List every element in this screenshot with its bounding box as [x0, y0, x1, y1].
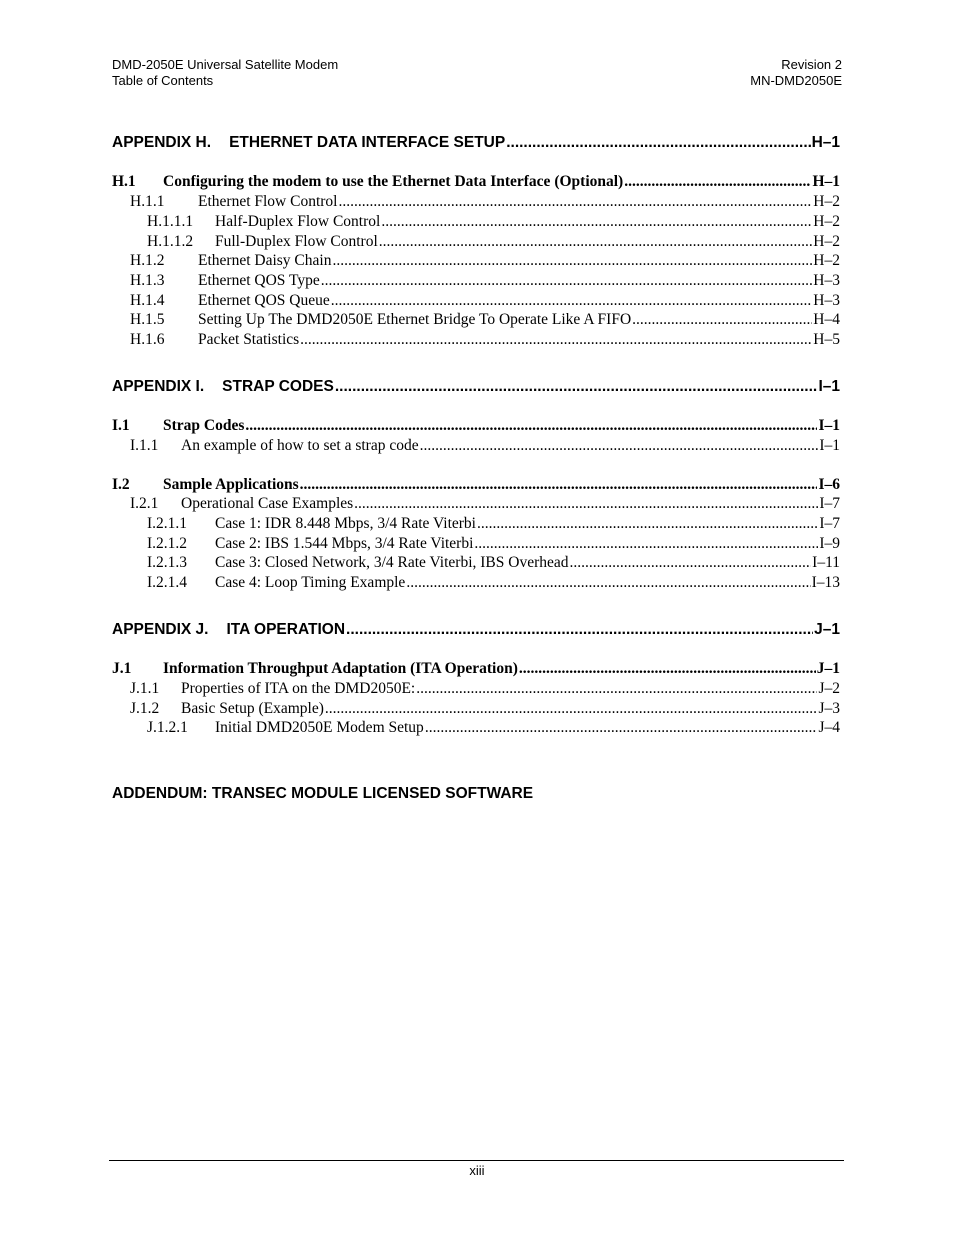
toc-leader	[570, 554, 812, 572]
toc-page: H–2	[813, 213, 840, 230]
toc-title: Ethernet Flow Control	[198, 193, 338, 210]
toc-number: APPENDIX I.	[112, 378, 205, 395]
toc-title: Half-Duplex Flow Control	[215, 213, 381, 230]
toc-entry-h1-6[interactable]	[130, 331, 840, 349]
toc-entry-i2-1[interactable]	[130, 495, 840, 513]
toc-title: Operational Case Examples	[181, 495, 354, 512]
toc-entry-appendix-h[interactable]	[112, 134, 840, 152]
toc-number: H.1.6	[130, 331, 165, 348]
toc-page: I–1	[818, 417, 840, 434]
toc-leader	[331, 292, 813, 310]
toc-leader	[425, 719, 818, 737]
toc-number: H.1.3	[130, 272, 165, 289]
toc-entry-appendix-i[interactable]	[112, 378, 840, 396]
toc-leader	[632, 311, 812, 329]
toc-entry-i2-1-3[interactable]	[147, 554, 840, 572]
toc-page: H–1	[811, 134, 840, 151]
toc-number: H.1.4	[130, 292, 165, 309]
toc-leader	[346, 621, 813, 639]
toc-entry-j1-2-1[interactable]	[147, 719, 840, 737]
toc-entry-h1-4[interactable]	[130, 292, 840, 310]
toc-title: Packet Statistics	[198, 331, 300, 348]
toc-entry-h1-5[interactable]	[130, 311, 840, 329]
toc-number: H.1.1	[130, 193, 165, 210]
toc-leader	[379, 233, 813, 251]
toc-title: Case 3: Closed Network, 3/4 Rate Viterbi, IBS Overhead	[215, 554, 569, 571]
toc-page: I–6	[818, 476, 840, 493]
toc-number: H.1.2	[130, 252, 165, 269]
toc-number: H.1	[112, 173, 136, 190]
page-number: xiii	[469, 1163, 485, 1178]
toc-entry-h1-3[interactable]	[130, 272, 840, 290]
toc-leader	[339, 193, 813, 211]
toc-entry-j1-2[interactable]	[130, 700, 840, 718]
toc-number: I.1.1	[130, 437, 159, 454]
toc-leader	[321, 272, 813, 290]
toc-page: J–4	[818, 719, 840, 736]
toc-title: ETHERNET DATA INTERFACE SETUP	[229, 134, 506, 151]
toc-leader	[506, 134, 810, 152]
toc-leader	[474, 535, 818, 553]
toc-title: Properties of ITA on the DMD2050E:	[181, 680, 416, 697]
toc-number: I.2.1.3	[147, 554, 188, 571]
toc-number: H.1.1.1	[147, 213, 194, 230]
toc-title: Ethernet QOS Type	[198, 272, 320, 289]
addendum-heading[interactable]: ADDENDUM: TRANSEC MODULE LICENSED SOFTWARE	[112, 785, 534, 802]
toc-title: Configuring the modem to use the Ethernet Data Interface (Optional)	[163, 173, 624, 190]
toc-leader	[335, 378, 818, 396]
toc-page: J–3	[818, 700, 840, 717]
toc-title: Setting Up The DMD2050E Ethernet Bridge To Operate Like A FIFO	[198, 311, 632, 328]
toc-page: J–1	[816, 660, 840, 677]
toc-page: I–11	[812, 554, 840, 571]
toc-number: J.1.2	[130, 700, 160, 717]
toc-number: J.1	[112, 660, 132, 677]
toc-page: H–4	[813, 311, 840, 328]
toc-entry-i2[interactable]	[112, 476, 840, 494]
toc-leader	[416, 680, 817, 698]
toc-page: J–2	[818, 680, 840, 697]
toc-page: I–9	[819, 535, 840, 552]
toc-title: An example of how to set a strap code	[181, 437, 419, 454]
toc-page: H–3	[813, 272, 840, 289]
toc-leader	[332, 252, 812, 270]
revision-label: Revision 2	[781, 57, 842, 72]
toc-leader	[381, 213, 812, 231]
toc-page: I–7	[819, 495, 840, 512]
toc-title: Ethernet QOS Queue	[198, 292, 330, 309]
toc-title: Ethernet Daisy Chain	[198, 252, 332, 269]
toc-number: I.2.1.1	[147, 515, 188, 532]
toc-number: H.1.1.2	[147, 233, 194, 250]
toc-entry-appendix-j[interactable]	[112, 621, 840, 639]
toc-number: APPENDIX H.	[112, 134, 212, 151]
toc-title: Initial DMD2050E Modem Setup	[215, 719, 424, 736]
toc-leader	[300, 476, 818, 494]
toc-title: STRAP CODES	[222, 378, 334, 395]
toc-page: H–2	[813, 252, 840, 269]
toc-page: H–2	[813, 193, 840, 210]
toc-page: H–1	[812, 173, 840, 190]
document-number: MN-DMD2050E	[750, 73, 842, 88]
toc-page: I–7	[819, 515, 840, 532]
toc-title: Case 1: IDR 8.448 Mbps, 3/4 Rate Viterbi	[215, 515, 476, 532]
toc-title: ITA OPERATION	[226, 621, 346, 638]
toc-page: I–1	[819, 437, 840, 454]
toc-leader	[245, 417, 817, 435]
toc-number: I.1	[112, 417, 130, 434]
toc-leader	[519, 660, 816, 678]
toc-leader	[477, 515, 818, 533]
toc-leader	[420, 437, 819, 455]
toc-page: I–1	[818, 378, 840, 395]
toc-entry-h1-1-1[interactable]	[147, 213, 840, 231]
toc-entry-j1[interactable]	[112, 660, 840, 678]
toc-leader	[354, 495, 818, 513]
section-title: Table of Contents	[112, 73, 214, 88]
toc-entry-i2-1-2[interactable]	[147, 535, 840, 553]
toc-entry-j1-1[interactable]	[130, 680, 840, 698]
toc-title: Case 4: Loop Timing Example	[215, 574, 406, 591]
toc-entry-h1-1[interactable]	[130, 193, 840, 211]
running-header-right	[750, 57, 842, 89]
toc-entry-i2-1-1[interactable]	[147, 515, 840, 533]
toc-number: I.2.1	[130, 495, 159, 512]
toc-title: Strap Codes	[163, 417, 245, 434]
toc-leader	[325, 700, 818, 718]
toc-page: I–13	[811, 574, 840, 591]
toc-entry-i2-1-4[interactable]	[147, 574, 840, 592]
toc-title: Sample Applications	[163, 476, 299, 493]
toc-page: H–2	[813, 233, 840, 250]
toc-leader	[406, 574, 810, 592]
toc-page: J–1	[814, 621, 840, 638]
toc-number: H.1.5	[130, 311, 165, 328]
toc-entry-i1[interactable]	[112, 417, 840, 435]
toc-title: Information Throughput Adaptation (ITA Operation)	[163, 660, 518, 677]
toc-entry-h1[interactable]	[112, 173, 840, 191]
toc-entry-i1-1[interactable]	[130, 437, 840, 455]
running-header-left	[112, 57, 338, 89]
toc-number: I.2	[112, 476, 130, 493]
manual-title: DMD-2050E Universal Satellite Modem	[112, 57, 339, 72]
toc-title: Basic Setup (Example)	[181, 700, 324, 717]
toc-number: I.2.1.2	[147, 535, 188, 552]
toc-page: H–3	[813, 292, 840, 309]
toc-entry-h1-2[interactable]	[130, 252, 840, 270]
toc-number: J.1.2.1	[147, 719, 188, 736]
toc-entry-h1-1-2[interactable]	[147, 233, 840, 251]
toc-title: Case 2: IBS 1.544 Mbps, 3/4 Rate Viterbi	[215, 535, 474, 552]
toc-title: Full-Duplex Flow Control	[215, 233, 378, 250]
toc-number: J.1.1	[130, 680, 160, 697]
toc-leader	[300, 331, 812, 349]
footer-divider	[109, 1160, 844, 1161]
toc-page: H–5	[813, 331, 840, 348]
toc-number: APPENDIX J.	[112, 621, 209, 638]
toc-number: I.2.1.4	[147, 574, 188, 591]
toc-leader	[624, 173, 811, 191]
